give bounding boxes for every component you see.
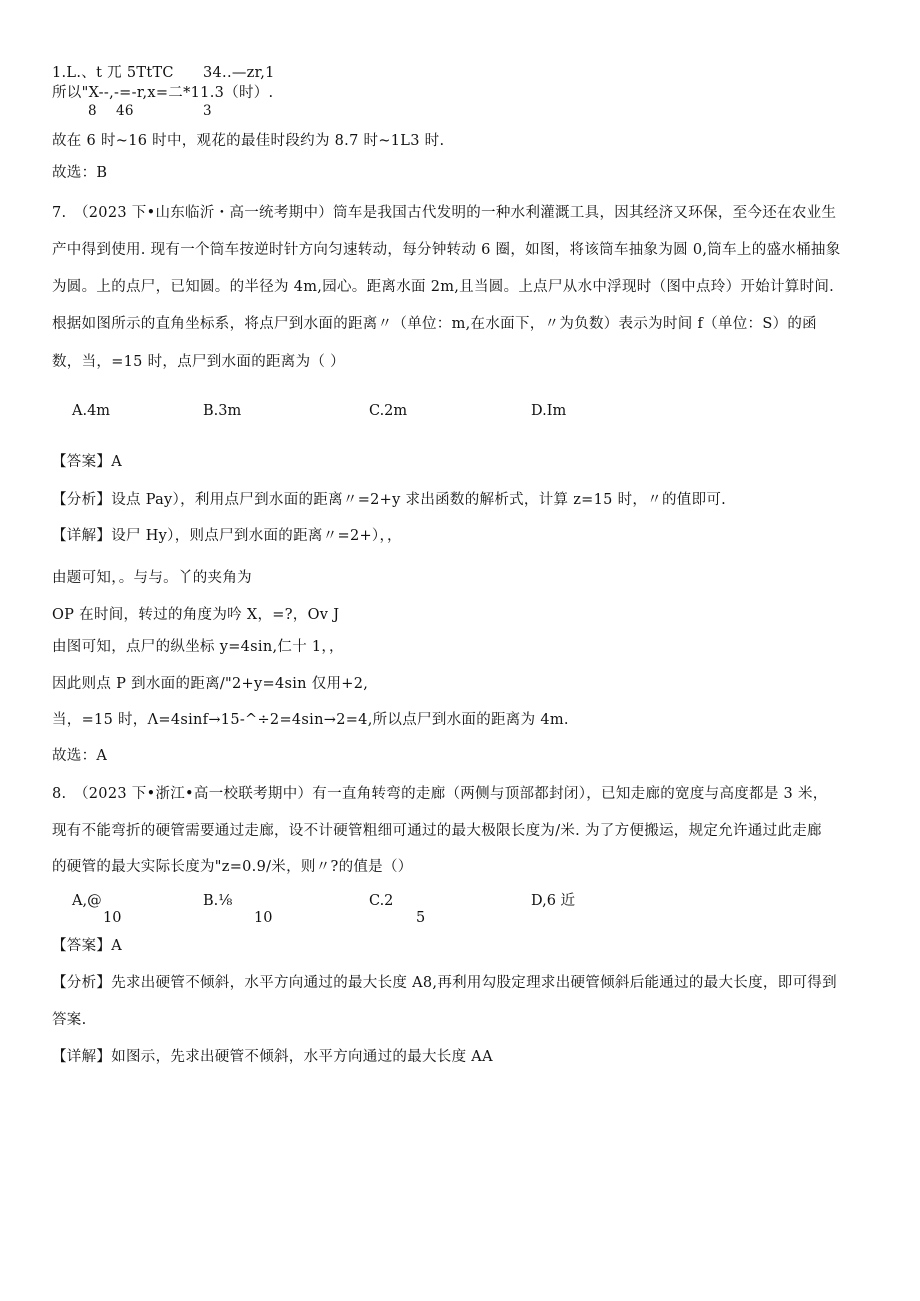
fragment-denominator-2: 46: [116, 103, 134, 119]
q7-step-3: 由图可知，点尸的纵坐标 y=4sin,仁十 1，，: [52, 639, 344, 655]
q8-option-c: C.2: [369, 893, 394, 909]
fragment-line-1-right: 34..—zr,1: [203, 65, 275, 81]
q6-choice: 故选：B: [52, 165, 108, 181]
fragment-line-2: 所以"X--,-=-r,x=二*11.3（时）.: [52, 85, 274, 101]
q6-conclusion: 故在 6 时~16 时中，观花的最佳时段约为 8.7 时~1L3 时.: [52, 133, 445, 149]
q7-stem-line-2: 产中得到使用. 现有一个筒车按逆时针方向匀速转动，每分钟转动 6 圈，如图，将该筒车抽象为圆 0,筒车上的盛水桶抽象: [52, 242, 841, 258]
q7-answer: 【答案】A: [52, 454, 122, 470]
q8-option-b-sub: 10: [254, 910, 273, 926]
q7-step-5: 当，=15 时，Λ=4sinf→15-^÷2=4sin→2=4,所以点尸到水面的距离为 4m.: [52, 712, 569, 728]
q8-option-a: A,@: [72, 893, 102, 909]
q7-option-d: D.Im: [531, 403, 567, 419]
q7-step-4: 因此则点 P 到水面的距离/"2+y=4sin 仅用+2,: [52, 676, 369, 692]
q7-stem-line-1: 7. （2023 下•山东临沂・高一统考期中）筒车是我国古代发明的一种水利灌溉工具，因其经济又环保，至今还在农业生: [52, 205, 837, 221]
q7-step-1: 由题可知，。与与。丫的夹角为: [52, 570, 252, 586]
q7-stem-line-5: 数，当，=15 时，点尸到水面的距离为（ ）: [52, 354, 345, 370]
q7-option-b: B.3m: [203, 403, 242, 419]
q7-option-c: C.2m: [369, 403, 408, 419]
fragment-denominator-3: 3: [203, 103, 212, 119]
q8-answer: 【答案】A: [52, 938, 122, 954]
q7-stem-line-4: 根据如图所示的直角坐标系，将点尸到水面的距离〃（单位：m,在水面下，〃为负数）表示为时间 f（单位：S）的函: [52, 316, 817, 332]
q8-option-c-sub: 5: [416, 910, 426, 926]
q7-option-a: A.4m: [72, 403, 111, 419]
q7-detail: 【详解】设尸 Hy），则点尸到水面的距离〃=2+），，: [52, 528, 402, 544]
q8-option-d: D,6 近: [531, 893, 576, 909]
q7-analysis: 【分析】设点 Pay），利用点尸到水面的距离〃=2+y 求出函数的解析式，计算 z=15 时，〃的值即可.: [52, 492, 727, 508]
q7-step-2: OP 在时间，转过的角度为吟 X，=?，Ov J: [52, 607, 340, 623]
q7-stem-line-3: 为圆。上的点尸，已知圆。的半径为 4m,园心。距离水面 2m,且当圆。上点尸从水中浮现时（图中点玲）开始计算时间.: [52, 279, 835, 295]
q8-stem-line-1: 8. （2023 下•浙江•高一校联考期中）有一直角转弯的走廊（两侧与顶部都封闭），已知走廊的宽度与高度都是 3 米，: [52, 786, 828, 802]
q7-choice: 故选：A: [52, 748, 108, 764]
q8-analysis-line-1: 【分析】先求出硬管不倾斜，水平方向通过的最大长度 A8,再利用勾股定理求出硬管倾斜后能通过的最大长度，即可得到: [52, 975, 837, 991]
q8-option-a-sub: 10: [103, 910, 122, 926]
fragment-text: 1.L.、t 兀 5TtTC: [52, 65, 174, 81]
q8-option-b: B.⅛: [203, 893, 233, 909]
q8-analysis-line-2: 答案.: [52, 1012, 87, 1028]
q8-stem-line-2: 现有不能弯折的硬管需要通过走廊，设不计硬管粗细可通过的最大极限长度为/米. 为了方便搬运，规定允许通过此走廊: [52, 823, 822, 839]
fragment-line-1: [52, 63, 174, 83]
q8-stem-line-3: 的硬管的最大实际长度为"z=0.9/米，则〃?的值是（）: [52, 859, 413, 875]
fragment-denominator-1: 8: [88, 103, 97, 119]
q8-detail: 【详解】如图示，先求出硬管不倾斜，水平方向通过的最大长度 AA: [52, 1049, 493, 1065]
